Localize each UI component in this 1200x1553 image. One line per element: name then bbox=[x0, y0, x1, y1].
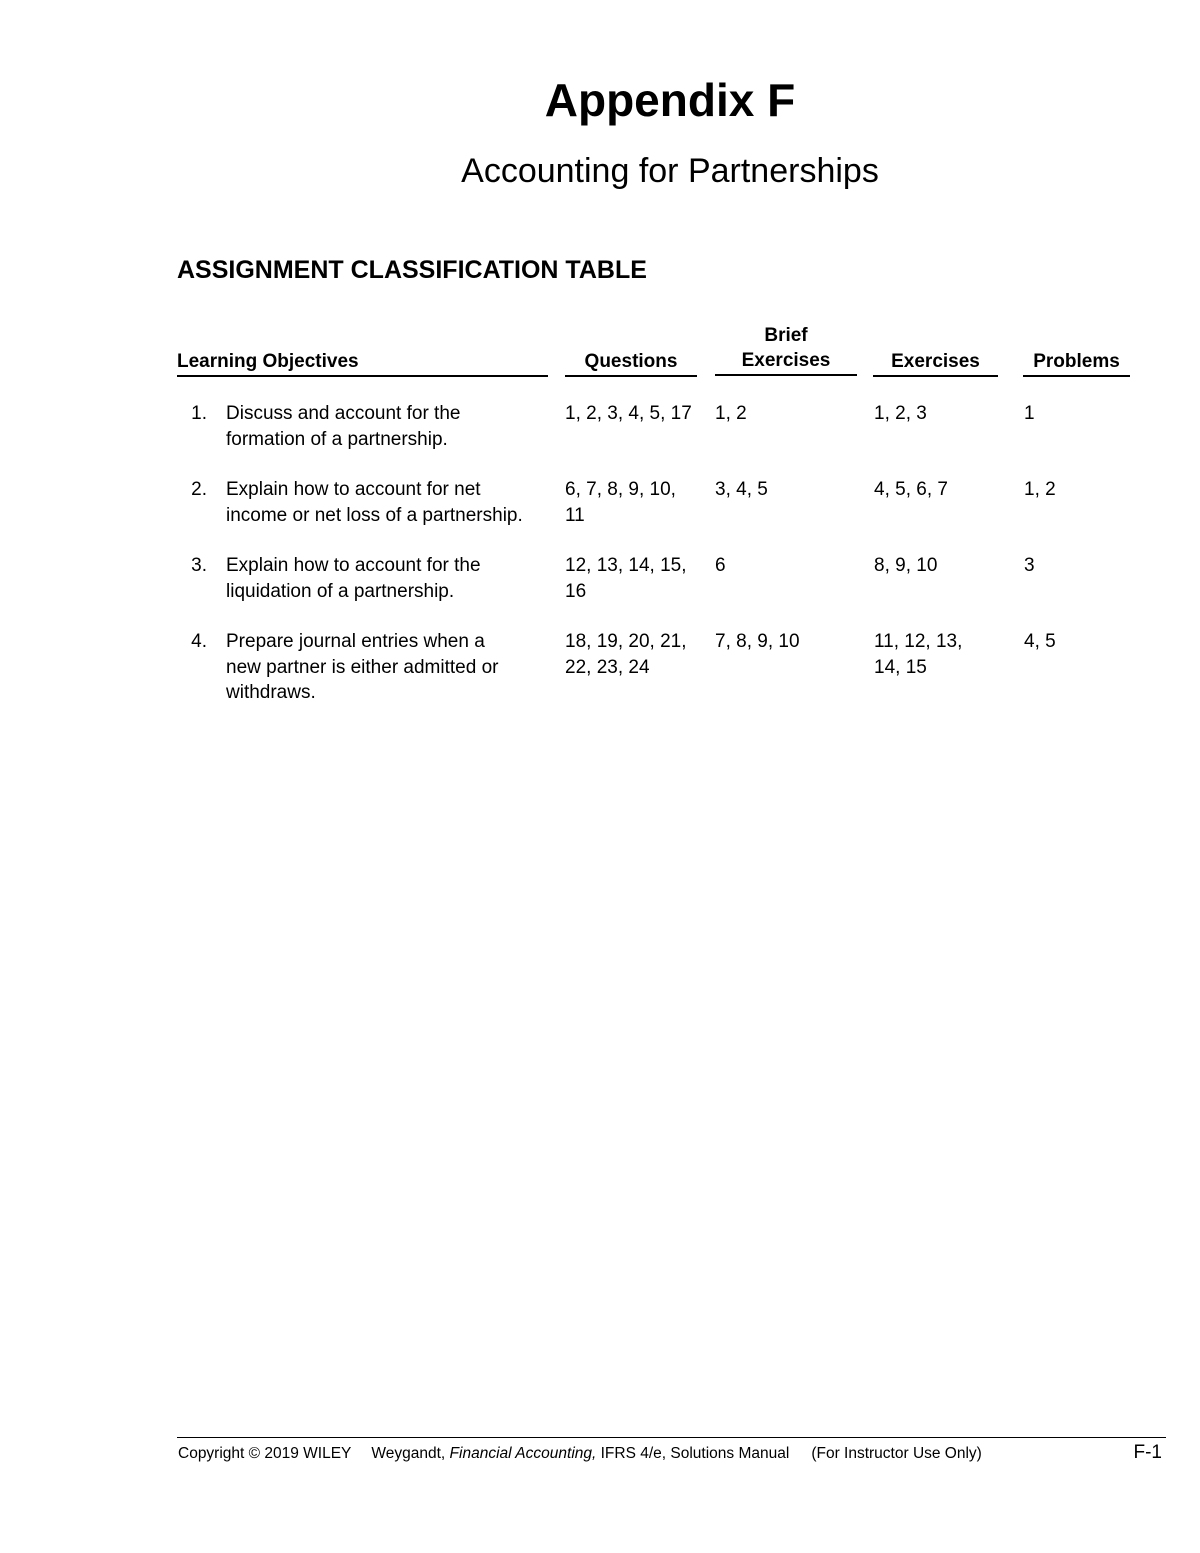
brief-exercises-cell: 6 bbox=[715, 555, 726, 576]
section-heading: ASSIGNMENT CLASSIFICATION TABLE bbox=[177, 256, 647, 284]
footer-copyright: Copyright © 2019 WILEY bbox=[178, 1445, 352, 1462]
objective-number: 2. bbox=[191, 479, 207, 500]
objective-text bbox=[226, 629, 546, 706]
brief-exercises-cell: 7, 8, 9, 10 bbox=[715, 631, 800, 652]
problems-cell: 1 bbox=[1024, 403, 1035, 424]
objective-text-line: withdraws. bbox=[226, 682, 316, 703]
column-header-brief-exercises-line1: Brief bbox=[764, 325, 808, 346]
objective-text-line: Explain how to account for net bbox=[226, 479, 481, 500]
questions-line: 11 bbox=[565, 504, 585, 526]
objective-number: 1. bbox=[191, 403, 207, 424]
objective-text-line: new partner is either admitted or bbox=[226, 656, 499, 678]
questions-cell bbox=[565, 477, 705, 528]
objective-text-line: formation of a partnership. bbox=[226, 428, 448, 450]
column-header-exercises: Exercises bbox=[873, 349, 998, 377]
exercises-line: 1, 2, 3 bbox=[874, 403, 927, 424]
objective-text-line: liquidation of a partnership. bbox=[226, 580, 455, 602]
page-subtitle: Accounting for Partnerships bbox=[461, 152, 879, 190]
questions-line: 16 bbox=[565, 580, 587, 602]
problems-cell: 4, 5 bbox=[1024, 631, 1056, 652]
questions-cell bbox=[565, 553, 705, 604]
column-header-problems: Problems bbox=[1023, 349, 1130, 377]
questions-cell bbox=[565, 629, 705, 680]
questions-line: 12, 13, 14, 15, bbox=[565, 555, 687, 576]
objective-text bbox=[226, 477, 546, 528]
footer bbox=[178, 1444, 982, 1464]
exercises-line: 8, 9, 10 bbox=[874, 555, 938, 576]
column-header-brief-exercises bbox=[715, 323, 857, 376]
brief-exercises-cell: 1, 2 bbox=[715, 403, 747, 424]
exercises-line: 11, 12, 13, bbox=[874, 631, 963, 652]
column-header-brief-exercises-line2: Exercises bbox=[741, 350, 831, 371]
exercises-line: 4, 5, 6, 7 bbox=[874, 479, 948, 500]
page-title: Appendix F bbox=[544, 74, 796, 126]
footer-book-title: Financial Accounting, bbox=[449, 1445, 597, 1462]
questions-line: 22, 23, 24 bbox=[565, 656, 650, 678]
exercises-cell bbox=[874, 553, 1004, 579]
footer-rule bbox=[177, 1437, 1166, 1438]
questions-line: 18, 19, 20, 21, bbox=[565, 631, 687, 652]
column-header-questions: Questions bbox=[565, 349, 697, 377]
exercises-cell bbox=[874, 477, 1004, 503]
footer-author: Weygandt, bbox=[371, 1445, 446, 1462]
exercises-line: 14, 15 bbox=[874, 656, 927, 678]
questions-line: 6, 7, 8, 9, 10, bbox=[565, 479, 676, 500]
objective-text-line: income or net loss of a partnership. bbox=[226, 504, 523, 526]
objective-text-line: Explain how to account for the bbox=[226, 555, 481, 576]
objective-text bbox=[226, 553, 546, 604]
footer-edition: IFRS 4/e, Solutions Manual bbox=[600, 1445, 790, 1462]
problems-cell: 1, 2 bbox=[1024, 479, 1056, 500]
page-number: F-1 bbox=[1133, 1442, 1162, 1463]
objective-number: 4. bbox=[191, 631, 207, 652]
footer-note: (For Instructor Use Only) bbox=[811, 1445, 982, 1462]
questions-cell bbox=[565, 401, 705, 427]
questions-line: 1, 2, 3, 4, 5, 17 bbox=[565, 403, 692, 424]
brief-exercises-cell: 3, 4, 5 bbox=[715, 479, 768, 500]
objective-text bbox=[226, 401, 546, 452]
column-header-learning-objectives: Learning Objectives bbox=[177, 349, 548, 377]
exercises-cell bbox=[874, 629, 1004, 680]
objective-number: 3. bbox=[191, 555, 207, 576]
objective-text-line: Discuss and account for the bbox=[226, 403, 461, 424]
problems-cell: 3 bbox=[1024, 555, 1035, 576]
objective-text-line: Prepare journal entries when a bbox=[226, 631, 485, 652]
exercises-cell bbox=[874, 401, 1004, 427]
